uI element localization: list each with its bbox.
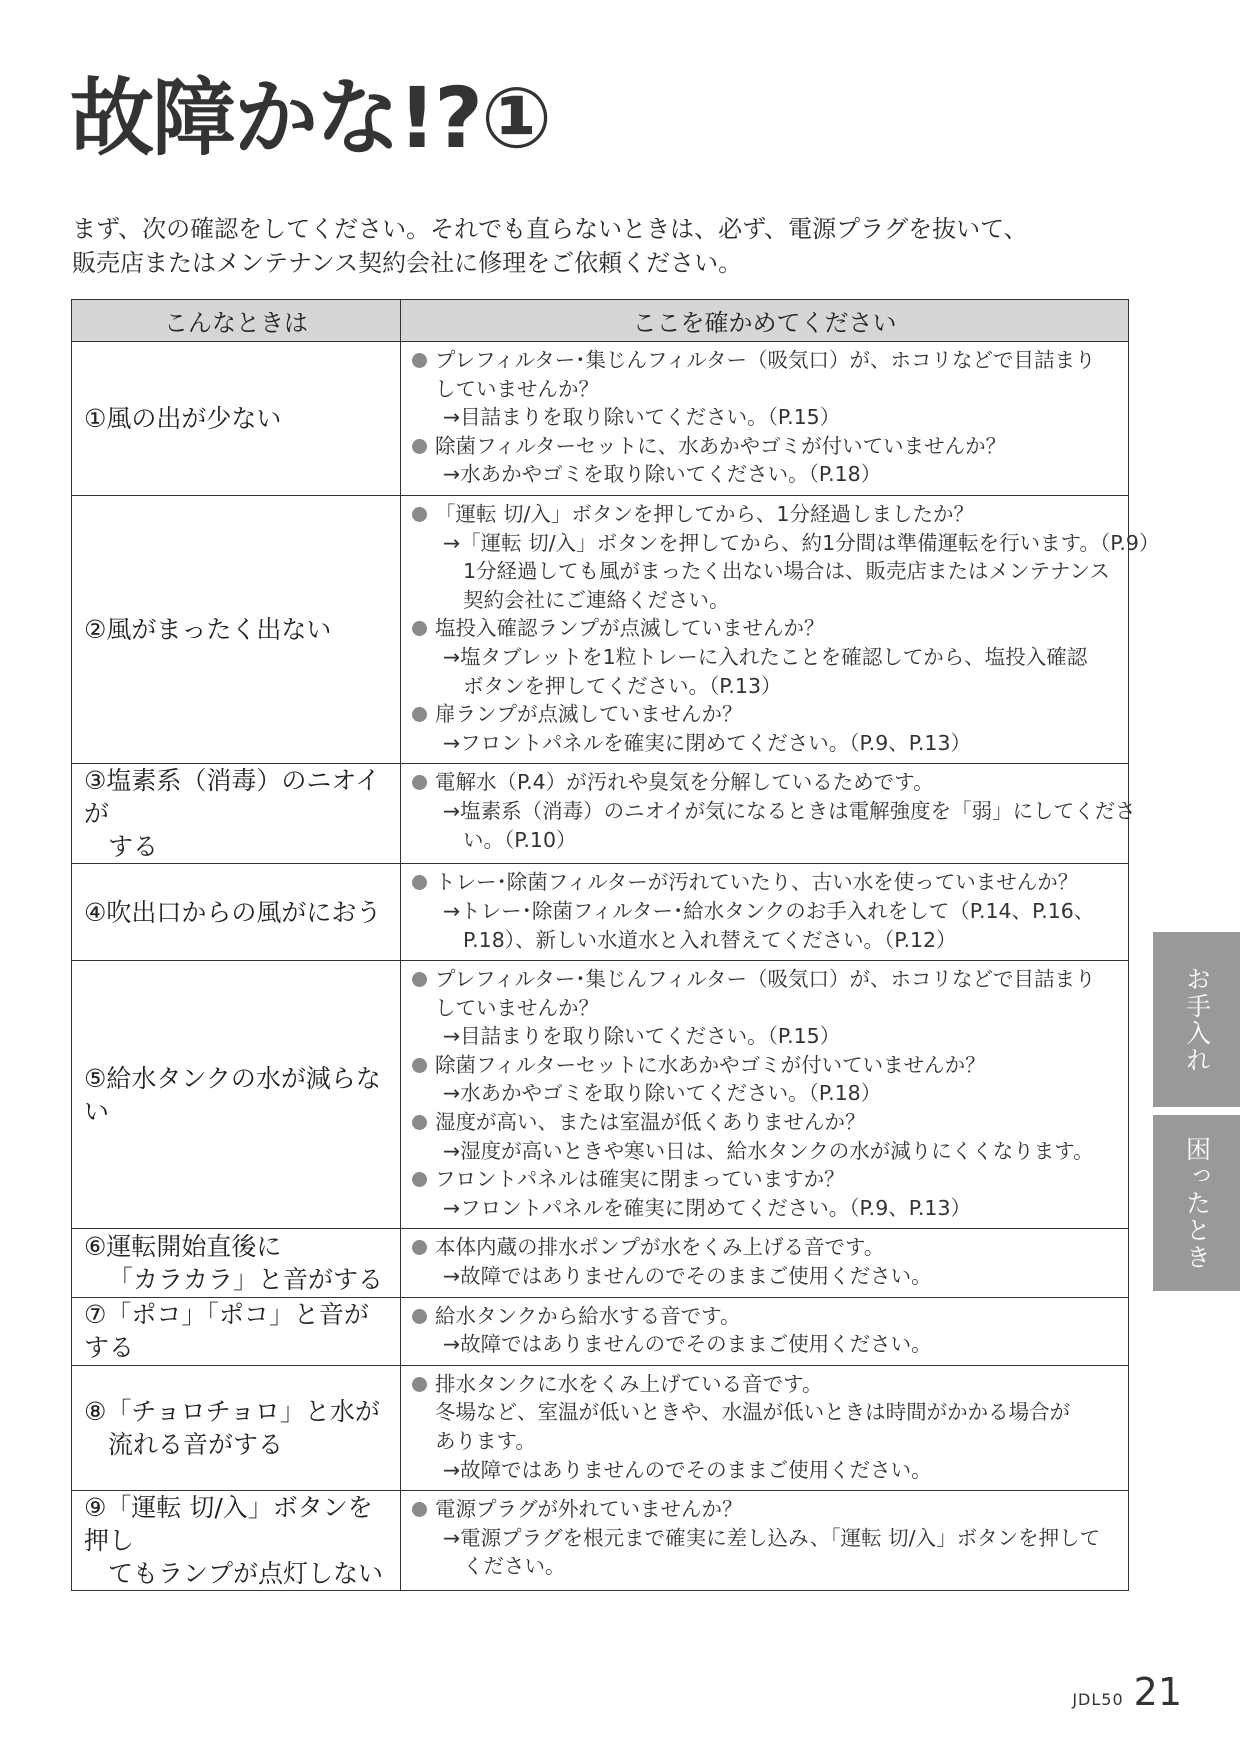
check-text: トレー･除菌フィルターが汚れていたり、古い水を使っていませんか？ xyxy=(435,870,1079,895)
check-cell xyxy=(401,1365,1129,1490)
check-text: 湿度が高い、または室温が低くありませんか？ xyxy=(435,1110,866,1135)
symptom-cell xyxy=(72,342,401,496)
bullet-icon xyxy=(412,1058,427,1073)
bullet-icon xyxy=(412,1240,427,1255)
symptom-cell xyxy=(72,1491,401,1591)
check-text: 本体内蔵の排水ポンプが水をくみ上げる音です。 xyxy=(435,1235,885,1260)
check-item xyxy=(411,1233,1118,1290)
check-text: →故障ではありませんのでそのままご使用ください。 xyxy=(443,1264,932,1289)
symptom-cell xyxy=(72,1365,401,1490)
check-text: 1分経過しても風がまったく出ない場合は、販売店またはメンテナンス xyxy=(463,559,1110,584)
table-row xyxy=(72,1297,1129,1365)
check-text: 塩投入確認ランプが点滅していませんか？ xyxy=(435,616,825,641)
table-header-row xyxy=(72,300,1129,342)
symptom-text: ③塩素系（消毒）のニオイが xyxy=(84,766,381,829)
side-tab-trouble[interactable] xyxy=(1153,1115,1240,1291)
check-item xyxy=(411,432,1118,489)
check-text: 除菌フィルターセットに、水あかやゴミが付いていませんか？ xyxy=(435,433,1007,458)
symptom-text: ⑦「ポコ」「ポコ」と音がする xyxy=(84,1300,369,1363)
intro-line-2: 販売店またはメンテナンス契約会社に修理をご依頼ください。 xyxy=(72,249,743,277)
table-row xyxy=(72,1229,1129,1297)
symptom-cell xyxy=(72,864,401,961)
check-text: →水あかやゴミを取り除いてください。（P.18） xyxy=(443,1081,882,1106)
check-item xyxy=(411,1370,1118,1484)
bullet-icon xyxy=(412,621,427,636)
table-row xyxy=(72,864,1129,961)
symptom-text: ⑥運転開始直後に xyxy=(84,1232,282,1262)
check-text: 除菌フィルターセットに水あかやゴミが付いていませんか？ xyxy=(435,1052,986,1077)
check-text: →水あかやゴミを取り除いてください。（P.18） xyxy=(443,462,882,487)
check-text: →電源プラグを根元まで確実に差し込み、「運転 切/入」ボタンを押して xyxy=(443,1525,1101,1550)
check-cell xyxy=(401,764,1136,864)
symptom-text: てもランプが点灯しない xyxy=(108,1559,384,1589)
table-row xyxy=(72,961,1129,1229)
table-row xyxy=(72,764,1129,864)
symptom-text: 流れる音がする xyxy=(108,1430,284,1459)
symptom-cell xyxy=(72,1297,401,1365)
symptom-text: する xyxy=(108,832,159,862)
check-text: 電解水（P.4）が汚れや臭気を分解しているためです。 xyxy=(435,770,934,795)
intro-line-1: まず、次の確認をしてください。それでも直らないときは、必ず、電源プラグを抜いて、 xyxy=(72,215,1028,243)
check-item xyxy=(411,1051,1118,1108)
page-footer xyxy=(1072,1670,1182,1714)
header-check: ここを確かめてください xyxy=(401,300,1129,342)
check-cell xyxy=(401,342,1129,496)
check-text: 排水タンクに水をくみ上げている音です。 xyxy=(435,1371,823,1396)
page-title: 故障かな!?① xyxy=(70,69,551,167)
bullet-icon xyxy=(412,353,427,368)
bullet-icon xyxy=(412,1502,427,1517)
bullet-icon xyxy=(412,707,427,722)
table-row xyxy=(72,495,1129,763)
check-cell xyxy=(401,1229,1129,1297)
check-text: →「運転 切/入」ボタンを押してから、約1分間は準備運転を行います。（P.9） xyxy=(443,530,1160,555)
check-item xyxy=(411,1302,1118,1359)
symptom-text: ⑧「チョロチョロ」と水が xyxy=(84,1397,380,1426)
table-row xyxy=(72,1365,1129,1490)
check-text: 「運転 切/入」ボタンを押してから、1分経過しましたか？ xyxy=(435,501,974,526)
check-text: プレフィルター･集じんフィルター（吸気口）が、ホコリなどで目詰まり xyxy=(435,967,1096,992)
page-number: 21 xyxy=(1133,1670,1182,1714)
check-cell xyxy=(401,495,1160,763)
check-text: 給水タンクから給水する音です。 xyxy=(435,1303,741,1328)
check-text: →湿度が高いときや寒い日は、給水タンクの水が減りにくくなります。 xyxy=(443,1138,1094,1163)
check-text: →トレー･除菌フィルター･給水タンクのお手入れをして（P.14、P.16、 xyxy=(443,898,1095,923)
check-text: 扉ランプが点滅していませんか？ xyxy=(435,702,743,727)
symptom-cell xyxy=(72,495,401,763)
check-text: →目詰まりを取り除いてください。（P.15） xyxy=(443,1024,841,1049)
check-item xyxy=(411,1495,1118,1581)
check-item xyxy=(411,965,1118,1051)
check-text: →塩素系（消毒）のニオイが気になるときは電解強度を「弱」にしてくださ xyxy=(443,798,1136,823)
check-text: →故障ではありませんのでそのままご使用ください。 xyxy=(443,1457,932,1482)
check-text: →フロントパネルを確実に閉めてください。（P.9、P.13） xyxy=(443,730,972,755)
check-text: 電源プラグが外れていませんか？ xyxy=(435,1497,743,1522)
check-text: →故障ではありませんのでそのままご使用ください。 xyxy=(443,1332,932,1357)
symptom-cell xyxy=(72,764,401,864)
symptom-text: 「カラカラ」と音がする xyxy=(108,1265,384,1295)
check-item xyxy=(411,768,1136,854)
intro-text xyxy=(72,212,1132,280)
check-item xyxy=(411,500,1160,614)
symptom-text: ①風の出が少ない xyxy=(84,403,282,433)
check-item xyxy=(411,700,1118,757)
model-number: JDL50 xyxy=(1072,1690,1124,1709)
check-cell xyxy=(401,961,1129,1229)
header-when: こんなときは xyxy=(72,300,401,342)
check-item xyxy=(411,1165,1118,1222)
side-tab-trouble-label: 困ったとき xyxy=(1182,1135,1212,1271)
bullet-icon xyxy=(412,875,427,890)
bullet-icon xyxy=(412,439,427,454)
check-text: →塩タブレットを1粒トレーに入れたことを確認してから、塩投入確認 xyxy=(443,644,1088,669)
bullet-icon xyxy=(412,1377,427,1392)
table-body xyxy=(72,342,1160,1591)
check-text: ください。 xyxy=(463,1554,566,1579)
check-item xyxy=(411,1108,1118,1165)
check-text: →フロントパネルを確実に閉めてください。（P.9、P.13） xyxy=(443,1195,972,1220)
check-text: していませんか？ xyxy=(435,995,599,1020)
check-item xyxy=(411,614,1118,700)
check-text: していませんか？ xyxy=(435,376,599,401)
check-text: →目詰まりを取り除いてください。（P.15） xyxy=(443,405,841,430)
check-item xyxy=(411,346,1118,432)
check-text: い。（P.10） xyxy=(463,827,577,852)
symptom-text: ②風がまったく出ない xyxy=(84,615,332,645)
check-text: 冬場など、室温が低いときや、水温が低いときは時間がかかる場合が xyxy=(435,1400,1071,1425)
check-cell xyxy=(401,864,1129,961)
check-text: ボタンを押してください。（P.13） xyxy=(463,673,782,698)
symptom-cell xyxy=(72,1229,401,1297)
symptom-cell xyxy=(72,961,401,1229)
check-text: プレフィルター･集じんフィルター（吸気口）が、ホコリなどで目詰まり xyxy=(435,348,1096,372)
bullet-icon xyxy=(412,972,427,987)
symptom-text: ⑨「運転 切/入」ボタンを押し xyxy=(84,1493,373,1556)
bullet-icon xyxy=(412,775,427,790)
check-text: P.18）、新しい水道水と入れ替えてください。（P.12） xyxy=(463,927,957,952)
check-text: 契約会社にご連絡ください。 xyxy=(463,587,730,612)
side-tab-care[interactable] xyxy=(1153,932,1240,1107)
check-text: フロントパネルは確実に閉まっていますか？ xyxy=(435,1167,845,1192)
check-item xyxy=(411,868,1118,954)
bullet-icon xyxy=(412,1172,427,1187)
bullet-icon xyxy=(412,1115,427,1130)
bullet-icon xyxy=(412,507,427,522)
side-tab-care-label: お手入れ xyxy=(1182,965,1212,1074)
troubleshooting-table xyxy=(71,299,1160,1591)
bullet-icon xyxy=(412,1309,427,1324)
check-cell xyxy=(401,1297,1129,1365)
check-text: あります。 xyxy=(435,1429,536,1453)
check-cell xyxy=(401,1491,1129,1591)
symptom-text: ④吹出口からの風がにおう xyxy=(84,897,382,927)
table-row xyxy=(72,1491,1129,1591)
table-row xyxy=(72,342,1129,496)
symptom-text: ⑤給水タンクの水が減らない xyxy=(84,1063,381,1126)
